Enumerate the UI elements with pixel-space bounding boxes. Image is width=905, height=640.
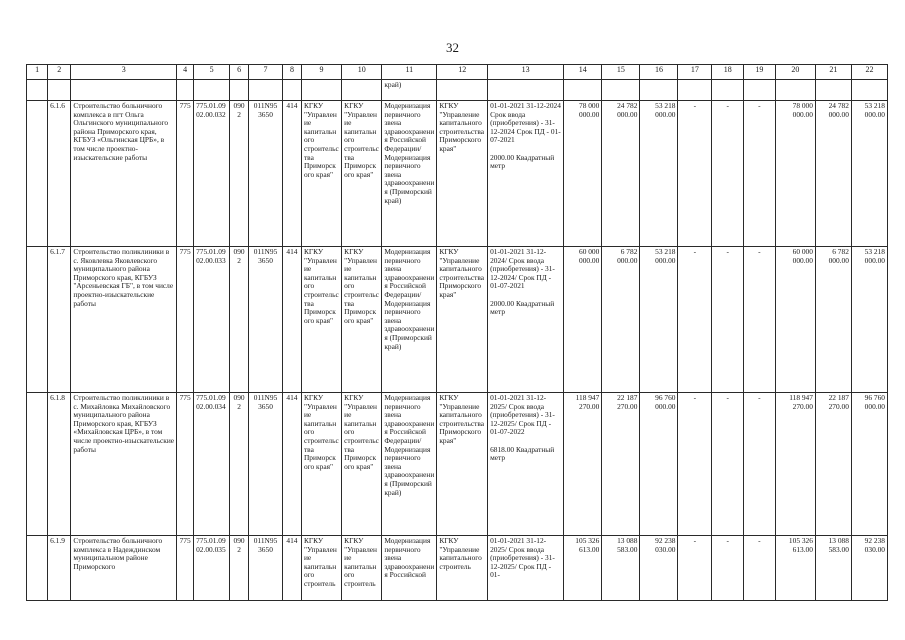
recipient-cell: КГКУ "Управление капитального строительства Приморского края" (437, 101, 488, 247)
column-header: 6 (230, 65, 249, 80)
column-header: 22 (851, 65, 887, 80)
type-code: 414 (282, 536, 301, 601)
column-header: 7 (249, 65, 283, 80)
recipient-cell: КГКУ "Управление капитального строительства Приморского края" (437, 247, 488, 393)
column-header: 13 (488, 65, 564, 80)
developer-cell: КГКУ "Управление капитального строитель (342, 536, 382, 601)
object-name: Строительство поликлиники в с. Яковлевка Яковлевского муниципального района Приморского края, КГБУЗ "Арсеньевская ГБ", в том числе проектно-изыскательские работы (71, 247, 177, 393)
total-cost: 60 000 000.00 (564, 247, 602, 393)
cost-col17: - (678, 247, 712, 393)
section-code: 0902 (230, 247, 249, 393)
column-header: 20 (775, 65, 815, 80)
section-code: 0902 (230, 101, 249, 247)
funding-2021: 6 782 000.00 (815, 247, 851, 393)
total-cost: 105 326 613.00 (564, 536, 602, 601)
funding-total: 105 326 613.00 (775, 536, 815, 601)
cost-2022: 96 760 000.00 (640, 393, 678, 536)
developer-cell: КГКУ "Управление капитального строительства Приморского края" (342, 247, 382, 393)
total-cost: 78 000 000.00 (564, 101, 602, 247)
project-cell: Модернизация первичного звена здравоохранения Российской Федерации/Модернизация первичного звена здравоохранения (Приморский край) (382, 393, 437, 536)
item-number: 6.1.7 (48, 247, 71, 393)
funding-total: 78 000 000.00 (775, 101, 815, 247)
column-header: 11 (382, 65, 437, 80)
cost-col17: - (678, 393, 712, 536)
cell-col1 (27, 247, 48, 393)
cost-col19: - (744, 536, 776, 601)
funding-2022: 53 218 000.00 (851, 247, 887, 393)
cost-col18: - (712, 101, 744, 247)
column-header: 10 (342, 65, 382, 80)
column-header: 17 (678, 65, 712, 80)
cost-col19: - (744, 247, 776, 393)
item-number: 6.1.9 (48, 536, 71, 601)
client-cell: КГКУ "Управление капитального строительства Приморского края" (301, 247, 341, 393)
recipient-cell: КГКУ "Управление капитального строительства Приморского края" (437, 393, 488, 536)
funding-2021: 13 088 583.00 (815, 536, 851, 601)
client-cell: КГКУ "Управление капитального строительства Приморского края" (301, 393, 341, 536)
cost-2022: 53 218 000.00 (640, 247, 678, 393)
cost-col18: - (712, 393, 744, 536)
section-code: 0902 (230, 536, 249, 601)
cost-2021: 24 782 000.00 (602, 101, 640, 247)
object-name: Строительство больничного комплекса в Надеждинском муниципальном районе Приморского (71, 536, 177, 601)
client-cell: КГКУ "Управление капитального строитель (301, 536, 341, 601)
continuation-row (27, 80, 888, 101)
cell-col1 (27, 536, 48, 601)
cost-2022: 92 238 030.00 (640, 536, 678, 601)
funding-2021: 24 782 000.00 (815, 101, 851, 247)
code-cell: 775 (177, 393, 194, 536)
code-cell: 775 (177, 101, 194, 247)
cost-col18: - (712, 247, 744, 393)
developer-cell: КГКУ "Управление капитального строительства Приморского края" (342, 393, 382, 536)
column-header: 16 (640, 65, 678, 80)
column-header: 3 (71, 65, 177, 80)
timeline-capacity-cell: 01-01-2021 31-12-2024 Срок ввода (приобретения) - 31-12-2024 Срок ПД - 01-07-2021 2000.00 Квадратный метр (488, 101, 564, 247)
cost-2021: 13 088 583.00 (602, 536, 640, 601)
total-cost: 118 947 270.00 (564, 393, 602, 536)
cost-col17: - (678, 536, 712, 601)
item-number: 6.1.6 (48, 101, 71, 247)
cost-col18: - (712, 536, 744, 601)
column-header: 18 (712, 65, 744, 80)
cost-2022: 53 218 000.00 (640, 101, 678, 247)
developer-cell: КГКУ "Управление капитального строительства Приморского края" (342, 101, 382, 247)
column-header: 21 (815, 65, 851, 80)
column-header: 14 (564, 65, 602, 80)
timeline-capacity-cell: 01-01-2021 31-12-2025/ Срок ввода (приобретения) - 31-12-2025/ Срок ПД - 01- (488, 536, 564, 601)
column-header: 19 (744, 65, 776, 80)
cost-2021: 22 187 270.00 (602, 393, 640, 536)
target-item-code: 775.01.09 02.00.035 (194, 536, 230, 601)
cost-col19: - (744, 393, 776, 536)
client-cell: КГКУ "Управление капитального строительства Приморского края" (301, 101, 341, 247)
funding-2022: 53 218 000.00 (851, 101, 887, 247)
expense-code: 011N95 3650 (249, 101, 283, 247)
expense-code: 011N95 3650 (249, 536, 283, 601)
item-number: 6.1.8 (48, 393, 71, 536)
column-header: 1 (27, 65, 48, 80)
target-item-code: 775.01.09 02.00.032 (194, 101, 230, 247)
recipient-cell: КГКУ "Управление капитального строитель (437, 536, 488, 601)
type-code: 414 (282, 247, 301, 393)
project-cell: Модернизация первичного звена здравоохранения Российской (382, 536, 437, 601)
continuation-text: край) (382, 80, 437, 101)
target-item-code: 775.01.09 02.00.033 (194, 247, 230, 393)
table-row (27, 247, 888, 393)
cell-col1 (27, 101, 48, 247)
header-row (27, 65, 888, 80)
table-row (27, 393, 888, 536)
column-header: 4 (177, 65, 194, 80)
object-name: Строительство поликлиники в с. Михайловка Михайловского муниципального района Приморского края, КГБУЗ «Михайловская ЦРБ», в том числе проектно-изыскательские работы (71, 393, 177, 536)
funding-total: 60 000 000.00 (775, 247, 815, 393)
cost-col17: - (678, 101, 712, 247)
object-name: Строительство больничного комплекса в пгт Ольга Ольгинского муниципального района Приморского края, КГБУЗ «Ольгинская ЦРБ», в том числе проектно-изыскательские работы (71, 101, 177, 247)
cell-col1 (27, 393, 48, 536)
timeline-capacity-cell: 01-01-2021 31-12-2025/ Срок ввода (приобретения) - 31-12-2025/ Срок ПД - 01-07-2022 6818.00 Квадратный метр (488, 393, 564, 536)
target-item-code: 775.01.09 02.00.034 (194, 393, 230, 536)
table-row (27, 536, 888, 601)
cost-col19: - (744, 101, 776, 247)
register-table (26, 64, 888, 601)
project-cell: Модернизация первичного звена здравоохранения Российской Федерации/Модернизация первичного звена здравоохранения (Приморский край) (382, 101, 437, 247)
timeline-capacity-cell: 01-01-2021 31-12-2024/ Срок ввода (приобретения) - 31-12-2024/ Срок ПД - 01-07-2021 2000.00 Квадратный метр (488, 247, 564, 393)
column-header: 12 (437, 65, 488, 80)
funding-2022: 92 238 030.00 (851, 536, 887, 601)
cost-2021: 6 782 000.00 (602, 247, 640, 393)
code-cell: 775 (177, 536, 194, 601)
funding-total: 118 947 270.00 (775, 393, 815, 536)
column-header: 15 (602, 65, 640, 80)
table-row (27, 101, 888, 247)
code-cell: 775 (177, 247, 194, 393)
column-header: 9 (301, 65, 341, 80)
type-code: 414 (282, 101, 301, 247)
project-cell: Модернизация первичного звена здравоохранения Российской Федерации/Модернизация первичного звена здравоохранения (Приморский край) (382, 247, 437, 393)
section-code: 0902 (230, 393, 249, 536)
expense-code: 011N95 3650 (249, 247, 283, 393)
type-code: 414 (282, 393, 301, 536)
funding-2022: 96 760 000.00 (851, 393, 887, 536)
page-number: 32 (446, 40, 459, 55)
funding-2021: 22 187 270.00 (815, 393, 851, 536)
column-header: 5 (194, 65, 230, 80)
column-header: 8 (282, 65, 301, 80)
expense-code: 011N95 3650 (249, 393, 283, 536)
column-header: 2 (48, 65, 71, 80)
